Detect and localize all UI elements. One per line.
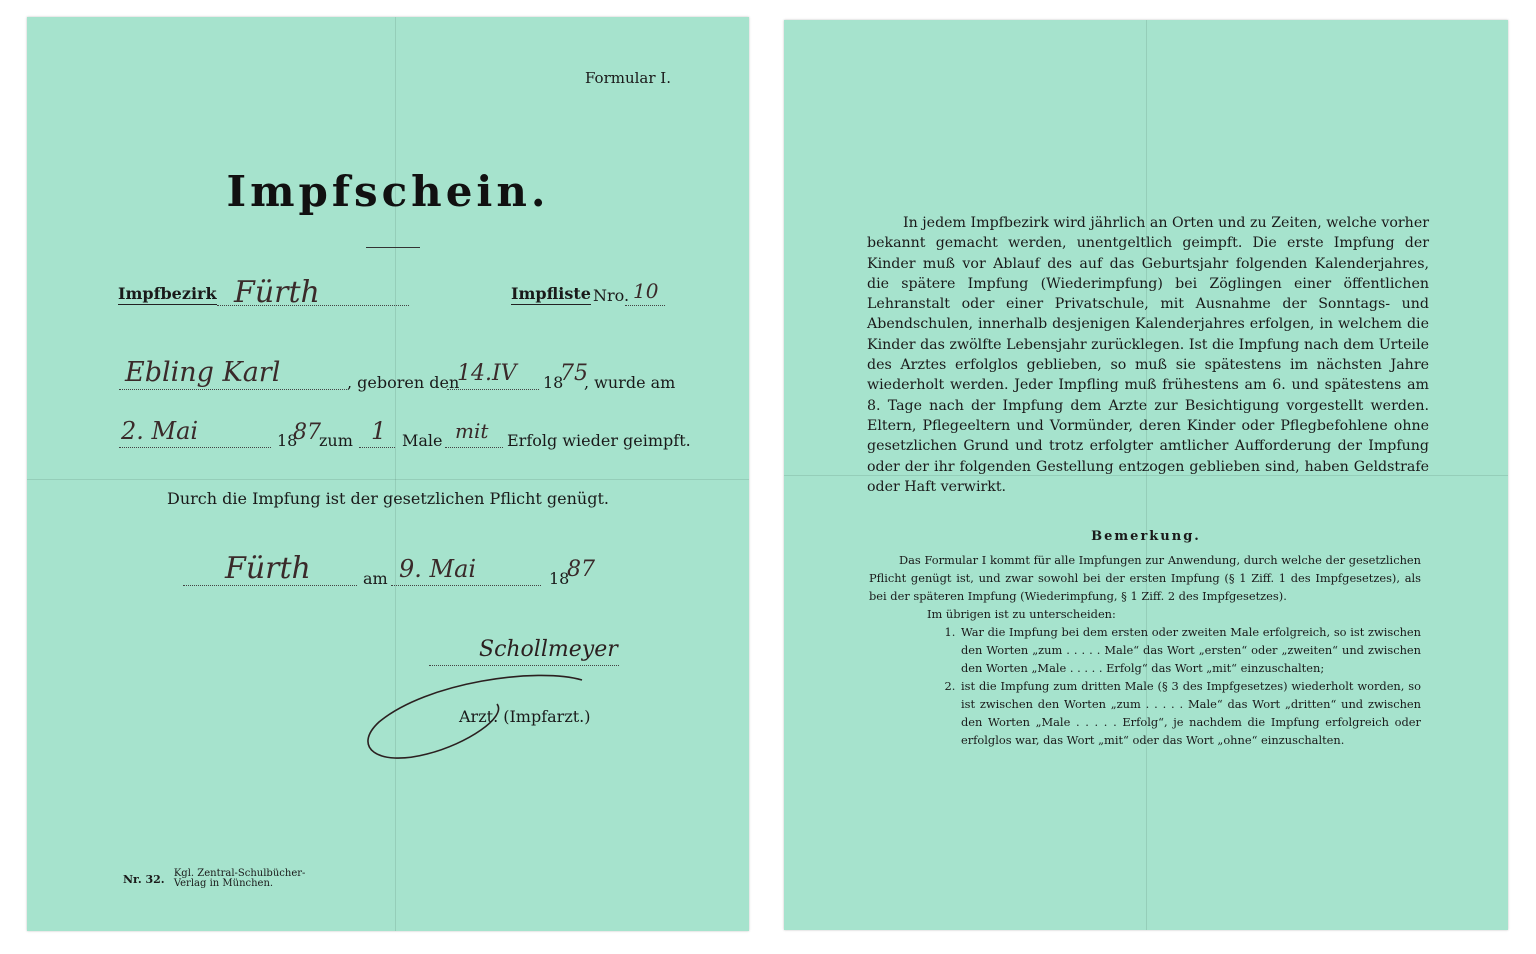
impfschein-front (27, 17, 749, 931)
remark-paragraph: Das Formular I kommt für alle Impfungen zur Anwendung, durch welche der gesetzlichen Pflicht genügt ist, und zwar sowohl bei der ersten Impfung (§ 1 Ziff. 1 des Impfgesetzes), als bei der späteren Impfung (Wiederimpfung, § 1 Ziff. 2 des Impfgesetzes). (869, 553, 1421, 603)
remark-title: Bemerkung. (1091, 529, 1201, 544)
mit-value: mit (455, 419, 489, 443)
remark-subheading: Im übrigen ist zu unterscheiden: (927, 607, 1116, 621)
zum-label: zum (319, 431, 353, 450)
place-value: Fürth (225, 551, 311, 586)
geboren-date-value: 14.IV (457, 361, 517, 386)
geboren-label: , geboren den (347, 373, 460, 392)
sign-year-suffix: 87 (567, 557, 595, 582)
remark-item-1: 1. War die Impfung bei dem ersten oder zweiten Male erfolgreich, so ist zwischen den Worten „zum . . . . . Male“ das Wort „ersten“ oder „zweiten“ und zwischen den Worten „Male . . . . . Erfolg“ das Wort „mit“ einzuschalten; (959, 623, 1421, 677)
title-rule (366, 247, 420, 248)
impfbezirk-value: Fürth (234, 275, 320, 310)
vaccination-regulations: In jedem Impfbezirk wird jährlich an Orten und zu Zeiten, welche vorher bekannt gemacht werden, unentgeltlich geimpft. Die erste Impfung der Kinder muß vor Ablauf des auf das Geburtsjahr folgenden Kalenderjahres, die spätere Impfung (Wiederimpfung) bei Zöglingen einer öffentlichen Lehranstalt oder einer Privatschule, mit Ausnahme der Sonntags- und Abendschulen, innerhalb desjenigen Kalenderjahres erfolgen, in welchem die Kinder das zwölfte Lebensjahr zurücklegen. Ist die Impfung nach dem Urteile des Arztes erfolglos geblieben, so muß sie spätestens im nächsten Jahre wiederholt werden. Jeder Impfling muß frühestens am 6. und spätestens am 8. Tage nach der Impfung dem Arzte zur Besichtigung vorgestellt werden. Eltern, Pflegeeltern und Vormünder, deren Kinder oder Pflegbefohlene ohne gesetzlichen Grund und trotz erfolgter amtlicher Aufforderung der Impfung oder der ihr folgenden Gestellung entzogen geblieben sind, haben Geldstrafe oder Haft verwirkt. (867, 215, 1429, 495)
impf-year-prefix: 18 (277, 431, 298, 450)
form-number: Nr. 32. (123, 872, 165, 886)
erfolg-text: Erfolg wieder geimpft. (507, 431, 691, 450)
publisher-line-1: Kgl. Zentral-Schulbücher- (173, 868, 306, 879)
remark-text (869, 551, 1421, 749)
publisher-line-2: Verlag in München. (173, 878, 274, 889)
remark-item-2: 2. ist die Impfung zum dritten Male (§ 3 des Impfgesetzes) wiederholt worden, so ist zwischen den Worten „zum . . . . . Male“ das Wort „dritten“ und zwischen den Worten „Male . . . . . Erfolg“, je nachdem die Impfung erfolgreich oder erfolglos war, das Wort „mit“ oder das Wort „ohne“ einzuschalten. (959, 677, 1421, 749)
male-label: Male (402, 431, 443, 450)
impfbezirk-label: Impfbezirk (118, 284, 217, 303)
pflicht-statement: Durch die Impfung ist der gesetzlichen Pflicht genügt. (167, 489, 609, 508)
doctor-signature: Schollmeyer (479, 637, 618, 662)
geboren-year-suffix: 75 (560, 361, 588, 386)
wurde-am-label: , wurde am (584, 373, 676, 392)
sign-date-value: 9. Mai (399, 555, 477, 583)
impf-year-suffix: 87 (293, 420, 321, 445)
document-title: Impfschein. (226, 167, 550, 216)
formular-label: Formular I. (584, 69, 671, 87)
name-value: Ebling Karl (125, 357, 281, 388)
arzt-label: Arzt. (Impfarzt.) (459, 707, 591, 726)
impfschein-back (784, 20, 1508, 930)
impf-date-value: 2. Mai (121, 417, 199, 445)
nro-label: Nro. (593, 286, 630, 305)
publisher-footer (123, 869, 305, 889)
nro-value: 10 (633, 279, 659, 303)
impfliste-label: Impfliste (511, 284, 591, 303)
sign-year-prefix: 18 (549, 569, 570, 588)
geboren-year-prefix: 18 (543, 373, 564, 392)
am-label: am (363, 569, 388, 588)
zum-value: 1 (371, 417, 387, 445)
